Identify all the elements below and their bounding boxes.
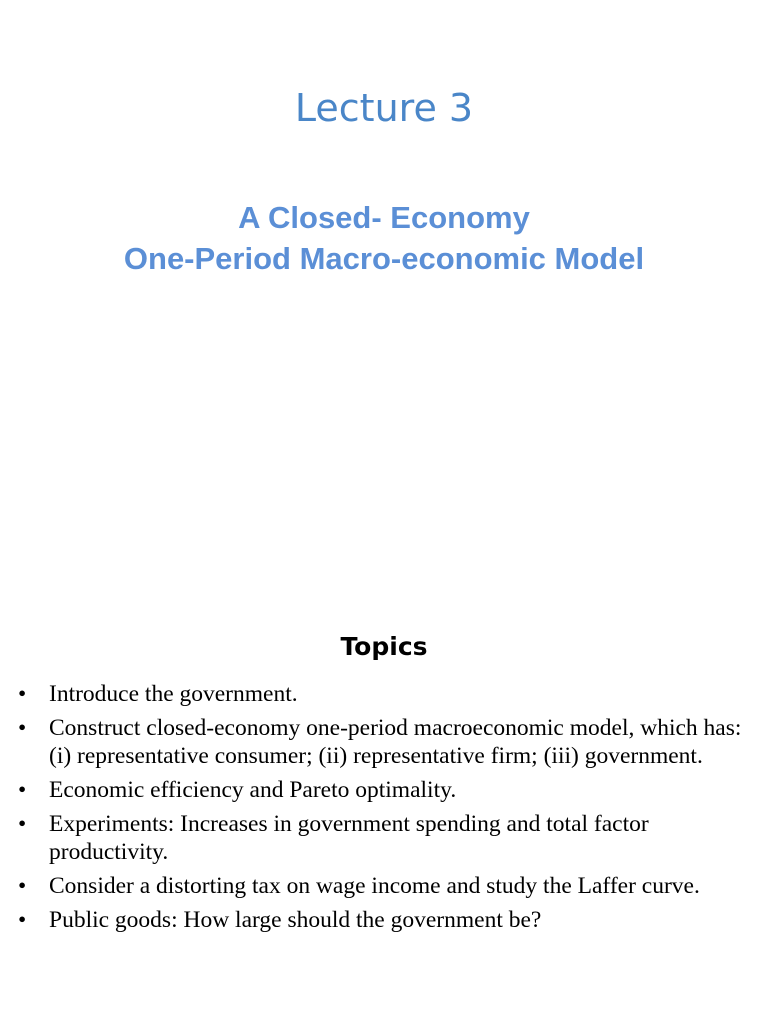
bullet-icon: • [18,811,27,837]
list-item [18,810,766,866]
topics-list [18,680,766,940]
topics-heading: Topics [340,632,428,661]
list-item [18,680,766,708]
list-item [18,714,766,770]
list-item [18,872,766,900]
lecture-title: Lecture 3 [294,86,474,130]
topic-text: Construct closed-economy one-period macroeconomic model, which has: (i) representative consumer; (ii) representative firm; (iii) government. [49,715,742,769]
bullet-icon: • [18,777,27,803]
topic-text: Public goods: How large should the government be? [49,907,542,933]
bullet-icon: • [18,715,27,741]
bullet-icon: • [18,873,27,899]
subtitle [0,197,768,279]
subtitle-line-2: One-Period Macro-economic Model [123,241,645,276]
bullet-icon: • [18,681,27,707]
topic-text: Consider a distorting tax on wage income and study the Laffer curve. [49,873,700,899]
list-item [18,776,766,804]
topic-text: Introduce the government. [49,681,298,707]
subtitle-line-1: A Closed- Economy [238,200,530,235]
topic-text: Experiments: Increases in government spending and total factor productivity. [49,811,649,865]
topic-text: Economic efficiency and Pareto optimality. [49,777,457,803]
bullet-icon: • [18,907,27,933]
list-item [18,906,766,934]
